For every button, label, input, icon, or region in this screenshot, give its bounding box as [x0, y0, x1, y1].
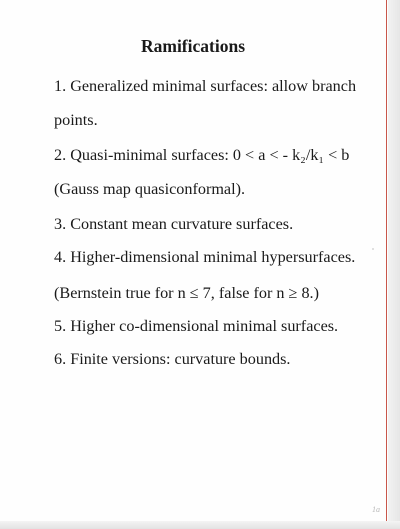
scan-edge-bottom [0, 521, 400, 529]
text-line: (Bernstein true for n ≤ 7, false for n ≥ 8.) [54, 284, 319, 302]
scan-speck [372, 248, 374, 250]
text-line: 4. Higher-dimensional minimal hypersurfaces. [54, 248, 356, 266]
text-line: 3. Constant mean curvature surfaces. [54, 215, 294, 233]
text-line: 6. Finite versions: curvature bounds. [54, 350, 291, 368]
text-line: 2. Quasi-minimal surfaces: 0 < a < - k₂/k₁ < b [54, 146, 350, 164]
text-line: 1. Generalized minimal surfaces: allow branch [54, 77, 357, 95]
page-title: Ramifications [140, 36, 246, 56]
text-line: points. [54, 111, 98, 129]
margin-line [386, 0, 387, 529]
text-line: 5. Higher co-dimensional minimal surfaces. [54, 317, 339, 335]
scan-edge [388, 0, 400, 529]
text-line: (Gauss map quasiconformal). [54, 180, 246, 198]
page-mark: 1a [372, 505, 380, 514]
